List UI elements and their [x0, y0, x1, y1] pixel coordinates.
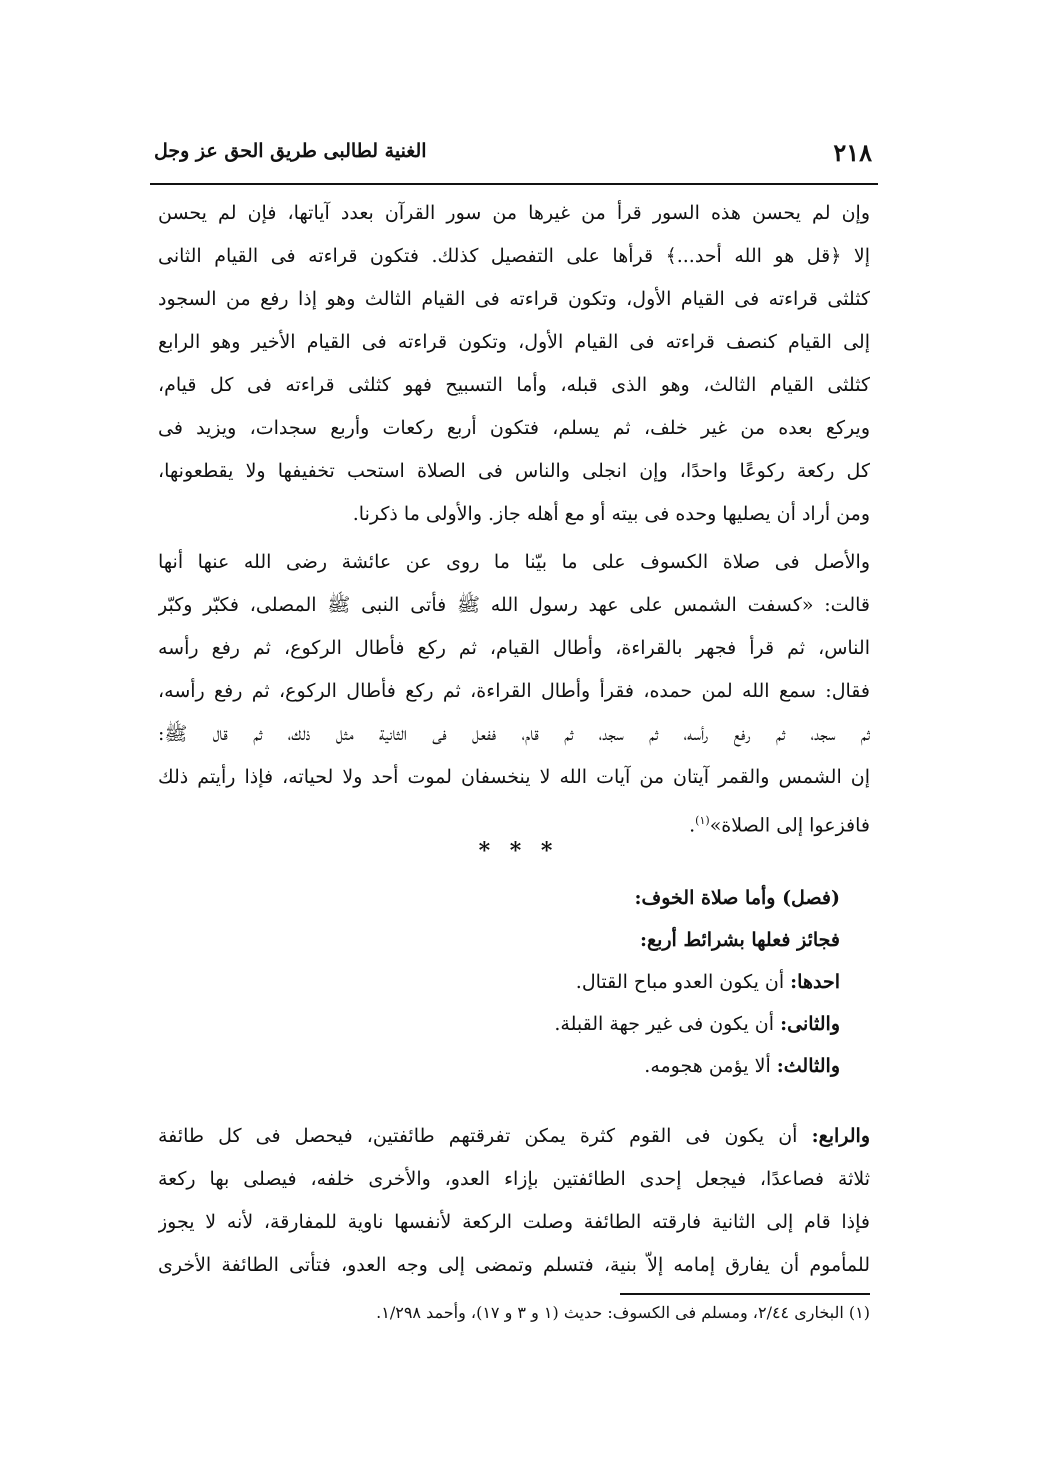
section-intro: فجائز فعلها بشرائط أربع: [639, 929, 840, 951]
section-separator: * * * [478, 838, 559, 864]
paragraph-fourth-condition [158, 1115, 870, 1287]
condition-item [400, 1045, 870, 1087]
page-header [150, 128, 880, 176]
text-line: ومن أراد أن يصليها وحده فى بيته أو مع أهله جاز. والأولى ما ذكرنا. [352, 503, 870, 525]
text-line: ويركع بعده من غير خلف، ثم يسلم، فتكون أربع ركعات وأربع سجدات، ويزيد فى [158, 417, 870, 439]
text-line: وإن لم يحسن هذه السور قرأ من غيرها من سور القرآن بعدد آياتها، فإن لم يحسن [158, 202, 870, 224]
text-line: كثلثى قراءته فى القيام الأول، وتكون قراءته فى القيام الثالث وهو إذا رفع من السجود [158, 288, 870, 310]
text-line: للمأموم أن يفارق إمامه إلاّ بنية، فتسلم وتمضى إلى وجه العدو، فتأتى الطائفة الأخرى [158, 1254, 870, 1276]
condition-label: احدها: [790, 971, 840, 993]
text-line: فافزعوا إلى الصلاة»$^{(١)}$. [689, 814, 870, 837]
hadith-ending: فافزعوا إلى الصلاة» [709, 814, 870, 837]
condition-text: ألا يؤمن هجومه. [644, 1055, 777, 1077]
condition-text: أن يكون فى غير جهة القبلة. [554, 1013, 781, 1035]
condition-text: أن يكون فى القوم كثرة يمكن تفرقتهم طائفتين، فيحصل فى كل طائفة [158, 1125, 812, 1147]
page-number: ٢١٨ [833, 138, 872, 167]
condition-text: أن يكون العدو مباح القتال. [575, 971, 791, 993]
text-line: والأصل فى صلاة الكسوف على ما بيّنا ما روى عن عائشة رضى الله عنها أنها [158, 551, 870, 573]
text-line: إلى القيام كنصف قراءته فى القيام الأول، وتكون قراءته فى القيام الأخير وهو الرابع [158, 331, 870, 353]
condition-item [400, 961, 870, 1003]
condition-label: والثالث: [776, 1055, 840, 1077]
text-line: إن الشمس والقمر آيتان من آيات الله لا ينخسفان لموت أحد ولا لحياته، فإذا رأيتم ذلك [158, 766, 870, 788]
fear-prayer-section [400, 877, 870, 1087]
condition-item [400, 1003, 870, 1045]
paragraph-hadith-aisha [158, 541, 870, 842]
text-line [158, 1115, 870, 1158]
text-line: فإذا قام إلى الثانية فارقته الطائفة وصلت الركعة لأنفسها ناوية للمفارقة، لأنه لا يجوز [158, 1211, 870, 1233]
text-line: كل ركعة ركوعًا واحدًا، وإن انجلى والناس فى الصلاة استحب تخفيفها ولا يقطعونها، [158, 460, 870, 482]
footnote-divider [620, 1293, 870, 1295]
footnote-marker: (١) [695, 814, 710, 827]
running-title: الغنية لطالبى طريق الحق عز وجل [154, 140, 427, 162]
paragraph-eclipse-prayer-method [158, 192, 870, 536]
text-line: كثلثى القيام الثالث، وهو الذى قبله، وأما التسبيح فهو كثلثى قراءته فى كل قيام، [158, 374, 870, 396]
text-line: قالت: «كسفت الشمس على عهد رسول الله ﷺ فأتى النبى ﷺ المصلى، فكبّر وكبّر [158, 594, 870, 616]
section-heading: (فصل) وأما صلاة الخوف: [634, 887, 840, 909]
text-line: إلا ﴿قل هو الله أحد...﴾ قرأها على التفصيل كذلك. فتكون قراءته فى القيام الثانى [158, 245, 870, 267]
text-line: فقال: سمع الله لمن حمده، فقرأ وأطال القراءة، ثم ركع فأطال الركوع، ثم رفع رأسه، [158, 680, 870, 702]
text-line: ثم سجد، ثم رفع رأسه، ثم سجد، ثم قام، ففعل فى الثانية مثل ذلك، ثم قال ﷺ: [158, 723, 870, 745]
main-text [158, 192, 870, 842]
condition-label: والرابع: [811, 1125, 870, 1147]
header-divider [150, 183, 878, 185]
text-line: الناس، ثم قرأ فجهر بالقراءة، وأطال القيام، ثم ركع فأطال الركوع، ثم رفع رأسه [158, 637, 870, 659]
text-line: ثلاثة فصاعدًا، فيجعل إحدى الطائفتين بإزاء العدو، والأخرى خلفه، فيصلى بها ركعة [158, 1168, 870, 1190]
footnote: (١) البخارى ٢/٤٤، ومسلم فى الكسوف: حديث (١ و ٣ و ١٧)، وأحمد ١/٢٩٨. [376, 1303, 870, 1322]
condition-label: والثانى: [780, 1013, 840, 1035]
